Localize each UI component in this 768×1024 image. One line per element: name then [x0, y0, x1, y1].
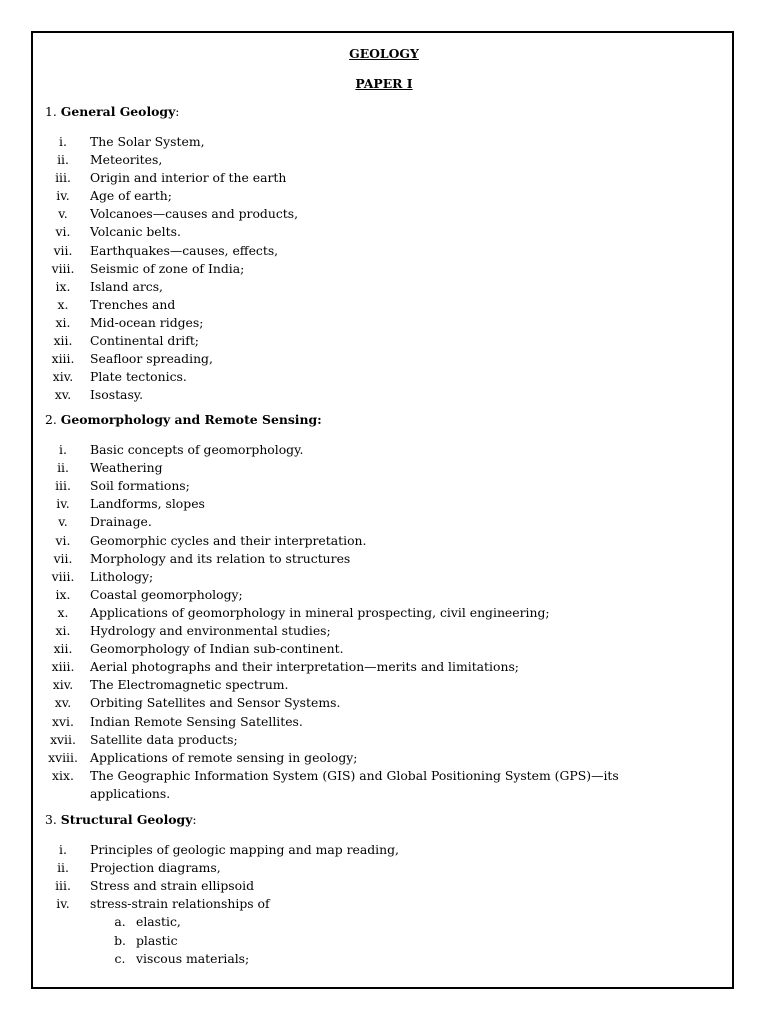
list-item-number: vi. [55, 224, 71, 239]
list-item-text: Volcanic belts. [90, 224, 181, 239]
sub-list-item-letter: b. [114, 933, 126, 948]
list-item-number: i. [59, 842, 67, 857]
list-item-text: Landforms, slopes [90, 496, 205, 511]
sub-list-item-letter: c. [114, 951, 126, 966]
list-item-number: xiii. [51, 351, 75, 366]
list-item-text: Island arcs, [90, 279, 164, 294]
list-item-text: Soil formations; [90, 478, 190, 493]
list-item-number: xii. [53, 333, 73, 348]
list-item-number: xvi. [52, 714, 74, 729]
list-item-text: applications. [90, 786, 171, 801]
list-item-number: xvii. [50, 732, 76, 747]
list-item-number: ii. [57, 152, 69, 167]
list-item-number: v. [58, 514, 68, 529]
document-subtitle: PAPER I [355, 76, 413, 91]
list-item-number: viii. [51, 569, 75, 584]
list-item-text: Orbiting Satellites and Sensor Systems. [90, 695, 341, 710]
document-title: GEOLOGY [349, 46, 419, 61]
list-item-number: iii. [55, 878, 71, 893]
list-item-text: Earthquakes—causes, effects, [90, 243, 279, 258]
list-item-text: Principles of geologic mapping and map reading, [90, 842, 399, 857]
list-item-number: vii. [53, 243, 73, 258]
section-title: Geomorphology and Remote Sensing: [60, 412, 322, 427]
list-item-number: iv. [56, 496, 70, 511]
section-heading-suffix: : [192, 812, 197, 827]
list-item-number: viii. [51, 261, 75, 276]
list-item-text: Applications of geomorphology in mineral prospecting, civil engineering; [90, 605, 550, 620]
list-item-text: Applications of remote sensing in geology; [90, 750, 358, 765]
list-item-text: Volcanoes—causes and products, [90, 206, 299, 221]
list-item-text: Continental drift; [90, 333, 199, 348]
list-item-text: Trenches and [90, 297, 176, 312]
list-item-number: xi. [55, 623, 71, 638]
list-item-number: vii. [53, 551, 73, 566]
list-item-text: Geomorphic cycles and their interpretation. [90, 533, 367, 548]
list-item-text: The Solar System, [90, 134, 205, 149]
section-number: 3. [45, 812, 57, 827]
list-item-text: Stress and strain ellipsoid [90, 878, 255, 893]
list-item-text: Projection diagrams, [90, 860, 221, 875]
list-item-text: Aerial photographs and their interpretation—merits and limitations; [90, 659, 519, 674]
list-item-text: Origin and interior of the earth [90, 170, 287, 185]
list-item-number: xii. [53, 641, 73, 656]
section-number: 2. [45, 412, 57, 427]
list-item-number: xi. [55, 315, 71, 330]
list-item-number: xviii. [48, 750, 78, 765]
list-item-number: xiv. [52, 677, 74, 692]
list-item-text: Mid-ocean ridges; [90, 315, 204, 330]
list-item-number: ix. [55, 279, 71, 294]
list-item-number: ii. [57, 860, 69, 875]
section-heading [45, 412, 322, 428]
list-item-number: iii. [55, 170, 71, 185]
list-item-number: ix. [55, 587, 71, 602]
list-item-text: Morphology and its relation to structures [90, 551, 351, 566]
list-item-number: i. [59, 134, 67, 149]
list-item-text: Indian Remote Sensing Satellites. [90, 714, 303, 729]
list-item-text: The Electromagnetic spectrum. [90, 677, 289, 692]
list-item-text: Geomorphology of Indian sub-continent. [90, 641, 344, 656]
list-item-text: Drainage. [90, 514, 152, 529]
section-heading [45, 812, 197, 828]
list-item-text: Lithology; [90, 569, 154, 584]
list-item-text: Age of earth; [90, 188, 172, 203]
list-item-text: stress-strain relationships of [90, 896, 270, 911]
list-item-number: xix. [52, 768, 74, 783]
list-item-number: xiv. [52, 369, 74, 384]
list-item-number: x. [57, 605, 69, 620]
list-item-text: Isostasy. [90, 387, 144, 402]
section-title: General Geology [60, 104, 176, 119]
list-item-number: x. [57, 297, 69, 312]
list-item-text: Basic concepts of geomorphology. [90, 442, 304, 457]
list-item-text: Hydrology and environmental studies; [90, 623, 331, 638]
sub-list-item-letter: a. [114, 914, 126, 929]
list-item-text: Meteorites, [90, 152, 163, 167]
list-item-text: Weathering [90, 460, 163, 475]
list-item-number: vi. [55, 533, 71, 548]
section-title: Structural Geology [60, 812, 193, 827]
list-item-text: Plate tectonics. [90, 369, 187, 384]
list-item-text: Seafloor spreading, [90, 351, 213, 366]
section-heading [45, 104, 179, 120]
list-item-number: xv. [54, 387, 72, 402]
list-item-number: iv. [56, 896, 70, 911]
list-item-text: Seismic of zone of India; [90, 261, 245, 276]
list-item-number: ii. [57, 460, 69, 475]
section-heading-suffix: : [175, 104, 180, 119]
list-item-text: The Geographic Information System (GIS) and Global Positioning System (GPS)—its [90, 768, 619, 783]
list-item-number: i. [59, 442, 67, 457]
sub-list-item-text: elastic, [136, 914, 181, 929]
sub-list-item-text: plastic [136, 933, 178, 948]
list-item-number: xv. [54, 695, 72, 710]
list-item-number: v. [58, 206, 68, 221]
list-item-number: xiii. [51, 659, 75, 674]
list-item-text: Satellite data products; [90, 732, 238, 747]
sub-list-item-text: viscous materials; [136, 951, 250, 966]
list-item-text: Coastal geomorphology; [90, 587, 243, 602]
section-number: 1. [45, 104, 57, 119]
list-item-number: iii. [55, 478, 71, 493]
list-item-number: iv. [56, 188, 70, 203]
